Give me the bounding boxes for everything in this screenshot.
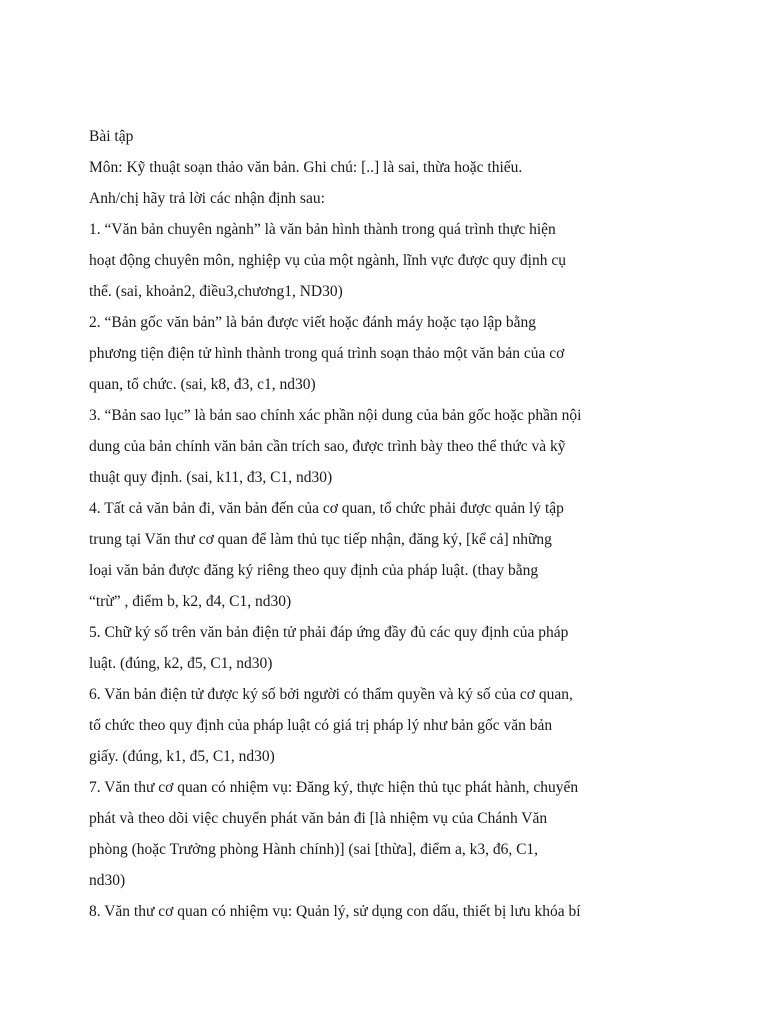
- doc-text-line: thuật quy định. (sai, k11, đ3, C1, nd30): [89, 469, 333, 486]
- doc-text-line: nd30): [89, 872, 126, 889]
- doc-instruction: Anh/chị hãy trả lời các nhận định sau:: [89, 190, 325, 207]
- doc-text-line: trung tại Văn thư cơ quan để làm thủ tục tiếp nhận, đăng ký, [kể cả] những: [89, 531, 552, 548]
- doc-text-line: loại văn bản được đăng ký riêng theo quy định của pháp luật. (thay bằng: [89, 562, 539, 579]
- doc-text-line: 5. Chữ ký số trên văn bản điện tử phải đáp ứng đầy đủ các quy định của pháp: [89, 624, 569, 641]
- doc-text-line: 8. Văn thư cơ quan có nhiệm vụ: Quản lý, sử dụng con dấu, thiết bị lưu khóa bí: [89, 903, 581, 920]
- doc-text-line: 7. Văn thư cơ quan có nhiệm vụ: Đăng ký, thực hiện thủ tục phát hành, chuyển: [89, 779, 579, 796]
- doc-text-line: phòng (hoặc Trưởng phòng Hành chính)] (sai [thừa], điểm a, k3, đ6, C1,: [89, 841, 539, 858]
- doc-text-line: 4. Tất cả văn bản đi, văn bản đến của cơ quan, tổ chức phải được quản lý tập: [89, 500, 564, 517]
- doc-text-line: tổ chức theo quy định của pháp luật có giá trị pháp lý như bản gốc văn bản: [89, 717, 553, 734]
- doc-subject-line: Môn: Kỹ thuật soạn thảo văn bản. Ghi chú: [..] là sai, thừa hoặc thiếu.: [89, 159, 523, 176]
- doc-text-line: phát và theo dõi việc chuyển phát văn bản đi [là nhiệm vụ của Chánh Văn: [89, 810, 548, 827]
- doc-text-line: thể. (sai, khoản2, điều3,chương1, ND30): [89, 283, 343, 300]
- doc-text-line: 3. “Bản sao lục” là bản sao chính xác phần nội dung của bản gốc hoặc phần nội: [89, 407, 582, 424]
- doc-text-line: 6. Văn bản điện tử được ký số bởi người có thẩm quyền và ký số của cơ quan,: [89, 686, 573, 703]
- doc-text-line: giấy. (đúng, k1, đ5, C1, nd30): [89, 748, 275, 765]
- doc-text-line: “trừ” , điểm b, k2, đ4, C1, nd30): [89, 593, 292, 610]
- doc-text-line: 1. “Văn bản chuyên ngành” là văn bản hình thành trong quá trình thực hiện: [89, 221, 556, 238]
- doc-text-line: 2. “Bản gốc văn bản” là bản được viết hoặc đánh máy hoặc tạo lập bằng: [89, 314, 536, 331]
- doc-text-line: hoạt động chuyên môn, nghiệp vụ của một ngành, lĩnh vực được quy định cụ: [89, 252, 566, 269]
- doc-text-line: dung của bản chính văn bản cần trích sao, được trình bày theo thể thức và kỹ: [89, 438, 566, 455]
- document-body: [89, 121, 689, 927]
- doc-text-line: phương tiện điện tử hình thành trong quá trình soạn thảo một văn bản của cơ: [89, 345, 565, 362]
- doc-text-line: quan, tổ chức. (sai, k8, đ3, c1, nd30): [89, 376, 316, 393]
- doc-title: Bài tập: [89, 128, 134, 145]
- doc-text-line: luật. (đúng, k2, đ5, C1, nd30): [89, 655, 273, 672]
